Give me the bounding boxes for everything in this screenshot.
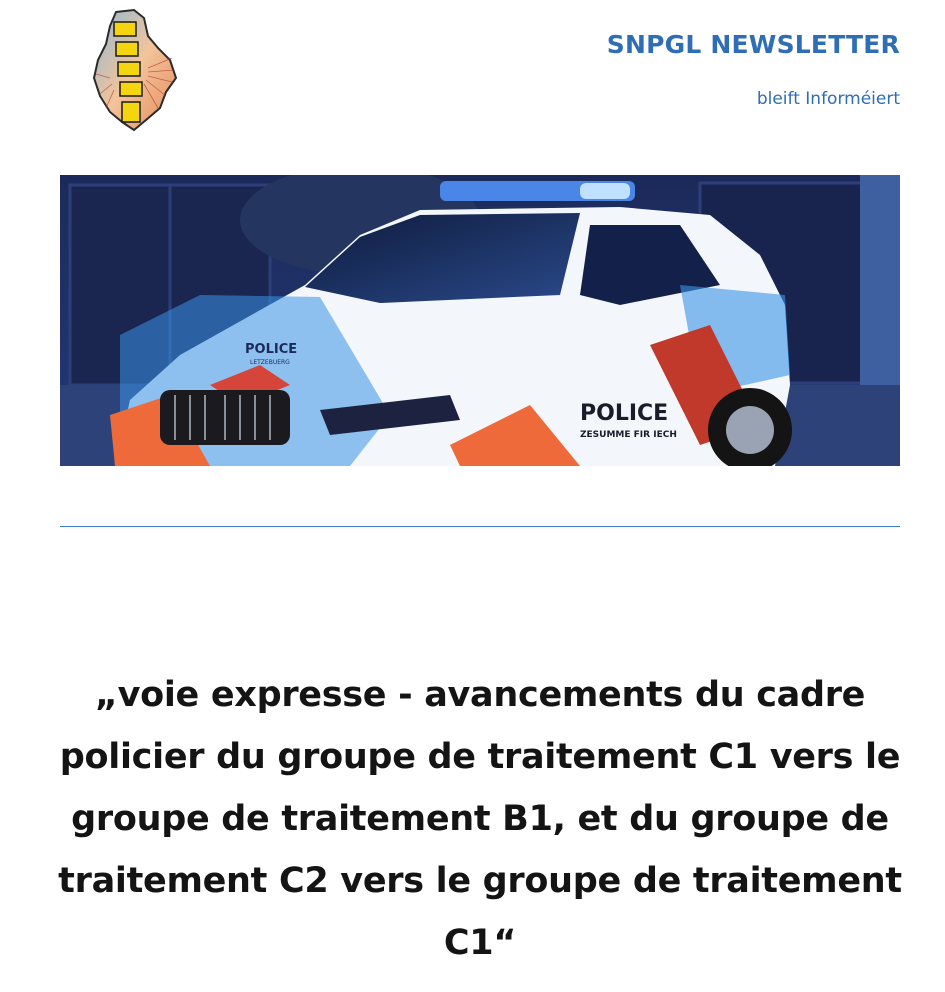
newsletter-brand: [607, 30, 900, 109]
brand-title: SNPGL NEWSLETTER: [606, 30, 900, 59]
svg-text:POLICE: POLICE: [245, 342, 298, 357]
section-divider: [60, 526, 900, 527]
snpgl-logo: [88, 8, 180, 132]
article-headline: „voie expresse - avancements du cadre policier du groupe de traitement C1 vers le groupe de traitement B1, et du groupe de traitement C2 vers le groupe de traitement C1“: [58, 675, 902, 963]
brand-subtitle: bleift Informéiert: [756, 89, 900, 109]
svg-text:ZESUMME FIR IECH: ZESUMME FIR IECH: [580, 430, 677, 440]
svg-text:POLICE: POLICE: [580, 401, 669, 426]
svg-text:LETZEBUERG: LETZEBUERG: [250, 359, 290, 366]
hero-image-police-car: [60, 175, 900, 466]
